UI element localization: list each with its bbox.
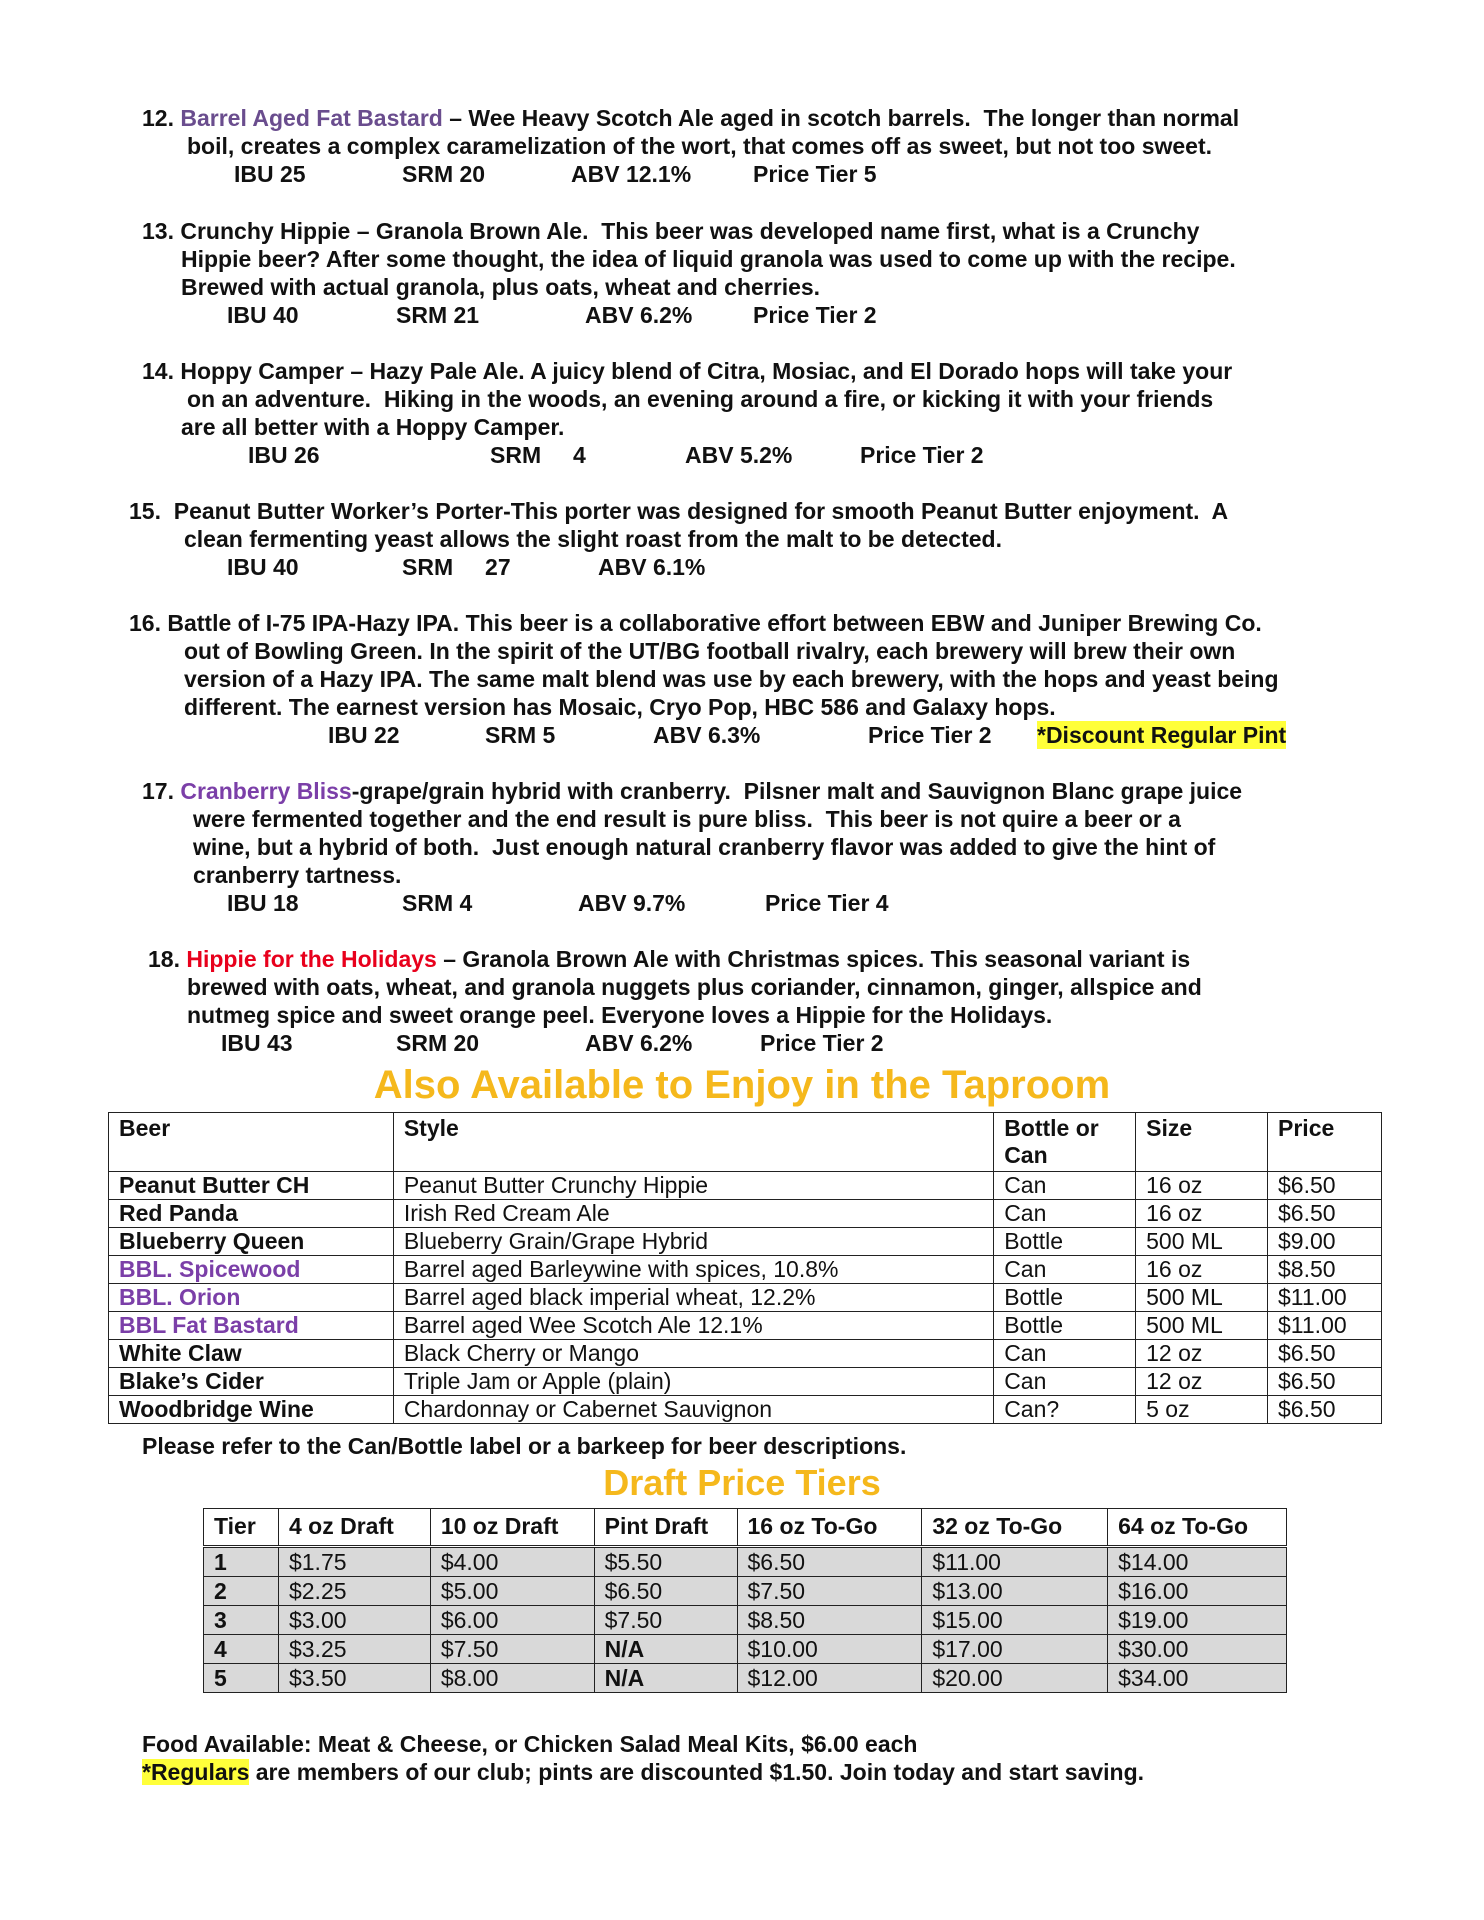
- beer-ibu: IBU 26: [248, 442, 320, 468]
- header-16oz-togo: 16 oz To-Go: [737, 1509, 922, 1547]
- cell-pint: $5.50: [594, 1547, 737, 1577]
- cell-style: Irish Red Cream Ale: [393, 1200, 993, 1228]
- cell-16oz-togo: $12.00: [737, 1664, 922, 1693]
- beer-abv: ABV 6.3%: [653, 722, 761, 748]
- table-row: [109, 1284, 1382, 1312]
- cell-64oz-togo: $19.00: [1108, 1606, 1287, 1635]
- cell-price: $6.50: [1268, 1340, 1382, 1368]
- discount-regular-pint-note: *Discount Regular Pint: [1037, 722, 1287, 748]
- cell-style: Chardonnay or Cabernet Sauvignon: [393, 1396, 993, 1424]
- cell-pint: N/A: [594, 1664, 737, 1693]
- cell-beer: White Claw: [109, 1340, 394, 1368]
- cell-container: Can?: [994, 1396, 1136, 1424]
- beer-title-line: 16. Battle of I-75 IPA-Hazy IPA. This beer is a collaborative effort between EBW and Juniper Brewing Co.: [129, 610, 1262, 636]
- taproom-table: [108, 1112, 1382, 1424]
- cell-64oz-togo: $34.00: [1108, 1664, 1287, 1693]
- cell-tier: 3: [204, 1606, 279, 1635]
- beer-srm: SRM 4: [402, 890, 473, 916]
- cell-beer: BBL. Orion: [109, 1284, 394, 1312]
- cell-size: 500 ML: [1136, 1284, 1268, 1312]
- beer-ibu: IBU 22: [328, 722, 400, 748]
- cell-64oz-togo: $30.00: [1108, 1635, 1287, 1664]
- beer-ibu: IBU 18: [227, 890, 299, 916]
- cell-style: Triple Jam or Apple (plain): [393, 1368, 993, 1396]
- cell-tier: 2: [204, 1577, 279, 1606]
- cell-style: Barrel aged black imperial wheat, 12.2%: [393, 1284, 993, 1312]
- cell-price: $11.00: [1268, 1284, 1382, 1312]
- beer-srm: SRM 27: [402, 554, 511, 580]
- table-row: [109, 1340, 1382, 1368]
- cell-32oz-togo: $11.00: [922, 1547, 1108, 1577]
- cell-16oz-togo: $8.50: [737, 1606, 922, 1635]
- beer-title-rest: – Granola Brown Ale with Christmas spices. This seasonal variant is: [436, 946, 1191, 972]
- taproom-note: Please refer to the Can/Bottle label or a barkeep for beer descriptions.: [142, 1433, 907, 1459]
- cell-size: 500 ML: [1136, 1228, 1268, 1256]
- cell-beer: Red Panda: [109, 1200, 394, 1228]
- cell-beer: BBL. Spicewood: [109, 1256, 394, 1284]
- beer-abv: ABV 6.2%: [585, 1030, 693, 1056]
- cell-price: $11.00: [1268, 1312, 1382, 1340]
- beer-title-line: [142, 104, 1239, 132]
- table-row: [109, 1368, 1382, 1396]
- regulars-text: are members of our club; pints are discounted $1.50. Join today and start saving.: [249, 1759, 1145, 1785]
- beer-srm: SRM 4: [490, 442, 586, 468]
- table-row: [109, 1312, 1382, 1340]
- beer-desc-line: were fermented together and the end result is pure bliss. This beer is not quire a beer or a: [193, 806, 1181, 832]
- beer-srm: SRM 20: [402, 161, 486, 187]
- cell-beer: Blake’s Cider: [109, 1368, 394, 1396]
- cell-4oz: $3.25: [278, 1635, 430, 1664]
- header-container: [994, 1113, 1136, 1172]
- beer-price-tier: Price Tier 2: [860, 442, 984, 468]
- beer-desc-line: Brewed with actual granola, plus oats, wheat and cherries.: [181, 274, 821, 300]
- beer-title-line: 14. Hoppy Camper – Hazy Pale Ale. A juicy blend of Citra, Mosiac, and El Dorado hops will take your: [142, 358, 1233, 384]
- beer-title-line: [148, 945, 1190, 973]
- header-4oz: 4 oz Draft: [278, 1509, 430, 1547]
- beer-abv: ABV 9.7%: [578, 890, 686, 916]
- cell-4oz: $1.75: [278, 1547, 430, 1577]
- beer-srm: SRM 21: [396, 302, 480, 328]
- beer-desc-line: different. The earnest version has Mosaic, Cryo Pop, HBC 586 and Galaxy hops.: [184, 694, 1056, 720]
- beer-desc-line: brewed with oats, wheat, and granola nuggets plus coriander, cinnamon, ginger, allspice and: [187, 974, 1202, 1000]
- header-10oz: 10 oz Draft: [430, 1509, 594, 1547]
- cell-beer: Blueberry Queen: [109, 1228, 394, 1256]
- table-header-row: [109, 1113, 1382, 1172]
- header-pint: Pint Draft: [594, 1509, 737, 1547]
- header-64oz-togo: 64 oz To-Go: [1108, 1509, 1287, 1547]
- beer-price-tier: Price Tier 2: [868, 722, 992, 748]
- beer-number: 12.: [142, 105, 174, 131]
- table-row: [204, 1547, 1287, 1577]
- cell-container: Bottle: [994, 1228, 1136, 1256]
- cell-container: Can: [994, 1340, 1136, 1368]
- beer-price-tier: Price Tier 2: [760, 1030, 884, 1056]
- beer-desc-line: boil, creates a complex caramelization of the wort, that comes off as sweet, but not too sweet.: [187, 133, 1213, 159]
- cell-32oz-togo: $15.00: [922, 1606, 1108, 1635]
- cell-32oz-togo: $13.00: [922, 1577, 1108, 1606]
- table-row: [109, 1200, 1382, 1228]
- table-row: [204, 1664, 1287, 1693]
- cell-tier: 4: [204, 1635, 279, 1664]
- cell-style: Blueberry Grain/Grape Hybrid: [393, 1228, 993, 1256]
- table-row: [109, 1228, 1382, 1256]
- cell-style: Black Cherry or Mango: [393, 1340, 993, 1368]
- cell-10oz: $7.50: [430, 1635, 594, 1664]
- cell-32oz-togo: $17.00: [922, 1635, 1108, 1664]
- table-row: [109, 1172, 1382, 1200]
- cell-pint: N/A: [594, 1635, 737, 1664]
- table-row: [204, 1635, 1287, 1664]
- cell-size: 16 oz: [1136, 1256, 1268, 1284]
- cell-price: $9.00: [1268, 1228, 1382, 1256]
- header-container-line2: Can: [1004, 1142, 1048, 1168]
- beer-title-line: 15. Peanut Butter Worker’s Porter-This porter was designed for smooth Peanut Butter enjoyment. A: [129, 498, 1229, 524]
- beer-desc-line: Hippie beer? After some thought, the idea of liquid granola was used to come up with the recipe.: [181, 246, 1236, 272]
- cell-size: 500 ML: [1136, 1312, 1268, 1340]
- table-row: [109, 1396, 1382, 1424]
- cell-size: 5 oz: [1136, 1396, 1268, 1424]
- cell-price: $6.50: [1268, 1396, 1382, 1424]
- cell-price: $6.50: [1268, 1200, 1382, 1228]
- beer-abv: ABV 6.2%: [585, 302, 693, 328]
- cell-4oz: $3.50: [278, 1664, 430, 1693]
- cell-container: Bottle: [994, 1284, 1136, 1312]
- beer-title-rest: – Wee Heavy Scotch Ale aged in scotch barrels. The longer than normal: [442, 105, 1240, 131]
- beer-number: 18.: [148, 946, 180, 972]
- header-style: Style: [393, 1113, 993, 1172]
- beer-abv: ABV 12.1%: [571, 161, 692, 187]
- header-size: Size: [1136, 1113, 1268, 1172]
- cell-4oz: $2.25: [278, 1577, 430, 1606]
- cell-64oz-togo: $16.00: [1108, 1577, 1287, 1606]
- beer-price-tier: Price Tier 2: [753, 302, 877, 328]
- header-32oz-togo: 32 oz To-Go: [922, 1509, 1108, 1547]
- cell-pint: $6.50: [594, 1577, 737, 1606]
- beer-name: Barrel Aged Fat Bastard: [180, 105, 443, 131]
- cell-price: $6.50: [1268, 1368, 1382, 1396]
- cell-16oz-togo: $7.50: [737, 1577, 922, 1606]
- beer-desc-line: out of Bowling Green. In the spirit of the UT/BG football rivalry, each brewery will brew their own: [184, 638, 1236, 664]
- cell-container: Bottle: [994, 1312, 1136, 1340]
- beer-srm: SRM 20: [396, 1030, 480, 1056]
- header-container-line1: Bottle or: [1004, 1115, 1099, 1141]
- cell-32oz-togo: $20.00: [922, 1664, 1108, 1693]
- beer-ibu: IBU 40: [227, 554, 299, 580]
- beer-number: 17.: [142, 778, 174, 804]
- table-row: [204, 1577, 1287, 1606]
- cell-beer: BBL Fat Bastard: [109, 1312, 394, 1340]
- beer-desc-line: version of a Hazy IPA. The same malt blend was use by each brewery, with the hops and yeast being: [184, 666, 1279, 692]
- beer-ibu: IBU 43: [221, 1030, 293, 1056]
- cell-16oz-togo: $6.50: [737, 1547, 922, 1577]
- price-tiers-table: [203, 1508, 1287, 1693]
- table-row: [204, 1606, 1287, 1635]
- cell-size: 16 oz: [1136, 1200, 1268, 1228]
- beer-title-rest: -grape/grain hybrid with cranberry. Pilsner malt and Sauvignon Blanc grape juice: [351, 778, 1243, 804]
- beer-ibu: IBU 40: [227, 302, 299, 328]
- cell-container: Can: [994, 1368, 1136, 1396]
- cell-container: Can: [994, 1172, 1136, 1200]
- cell-beer: Peanut Butter CH: [109, 1172, 394, 1200]
- beer-desc-line: cranberry tartness.: [193, 862, 402, 888]
- beer-ibu: IBU 25: [234, 161, 306, 187]
- cell-tier: 1: [204, 1547, 279, 1577]
- cell-10oz: $5.00: [430, 1577, 594, 1606]
- taproom-heading: Also Available to Enjoy in the Taproom: [373, 1063, 1111, 1107]
- cell-container: Can: [994, 1256, 1136, 1284]
- beer-desc-line: clean fermenting yeast allows the slight roast from the malt to be detected.: [184, 526, 1002, 552]
- price-tiers-heading: Draft Price Tiers: [603, 1462, 881, 1503]
- cell-style: Barrel aged Wee Scotch Ale 12.1%: [393, 1312, 993, 1340]
- cell-4oz: $3.00: [278, 1606, 430, 1635]
- cell-tier: 5: [204, 1664, 279, 1693]
- cell-price: $6.50: [1268, 1172, 1382, 1200]
- header-price: Price: [1268, 1113, 1382, 1172]
- beer-price-tier: Price Tier 5: [753, 161, 877, 187]
- cell-16oz-togo: $10.00: [737, 1635, 922, 1664]
- cell-10oz: $4.00: [430, 1547, 594, 1577]
- table-header-row: [204, 1509, 1287, 1547]
- beer-name: Cranberry Bliss: [180, 778, 352, 804]
- header-tier: Tier: [204, 1509, 279, 1547]
- table-row: [109, 1256, 1382, 1284]
- beer-title-line: 13. Crunchy Hippie – Granola Brown Ale. This beer was developed name first, what is a Crunchy: [142, 218, 1200, 244]
- cell-size: 16 oz: [1136, 1172, 1268, 1200]
- beer-title-line: [142, 777, 1242, 805]
- cell-size: 12 oz: [1136, 1368, 1268, 1396]
- beer-desc-line: nutmeg spice and sweet orange peel. Everyone loves a Hippie for the Holidays.: [187, 1002, 1053, 1028]
- regulars-label: *Regulars: [142, 1759, 250, 1785]
- beer-desc-line: on an adventure. Hiking in the woods, an evening around a fire, or kicking it with your friends: [187, 386, 1214, 412]
- food-available-note: Food Available: Meat & Cheese, or Chicken Salad Meal Kits, $6.00 each: [142, 1731, 918, 1757]
- header-beer: Beer: [109, 1113, 394, 1172]
- cell-size: 12 oz: [1136, 1340, 1268, 1368]
- cell-10oz: $8.00: [430, 1664, 594, 1693]
- cell-price: $8.50: [1268, 1256, 1382, 1284]
- beer-name: Hippie for the Holidays: [186, 946, 437, 972]
- regulars-note: [142, 1758, 1144, 1786]
- cell-pint: $7.50: [594, 1606, 737, 1635]
- cell-64oz-togo: $14.00: [1108, 1547, 1287, 1577]
- cell-style: Barrel aged Barleywine with spices, 10.8%: [393, 1256, 993, 1284]
- beer-price-tier: Price Tier 4: [765, 890, 889, 916]
- cell-style: Peanut Butter Crunchy Hippie: [393, 1172, 993, 1200]
- beer-srm: SRM 5: [485, 722, 556, 748]
- cell-container: Can: [994, 1200, 1136, 1228]
- beer-abv: ABV 5.2%: [685, 442, 793, 468]
- beer-desc-line: wine, but a hybrid of both. Just enough natural cranberry flavor was added to give the hint of: [193, 834, 1216, 860]
- beer-desc-line: are all better with a Hoppy Camper.: [181, 414, 565, 440]
- cell-10oz: $6.00: [430, 1606, 594, 1635]
- cell-beer: Woodbridge Wine: [109, 1396, 394, 1424]
- beer-abv: ABV 6.1%: [598, 554, 706, 580]
